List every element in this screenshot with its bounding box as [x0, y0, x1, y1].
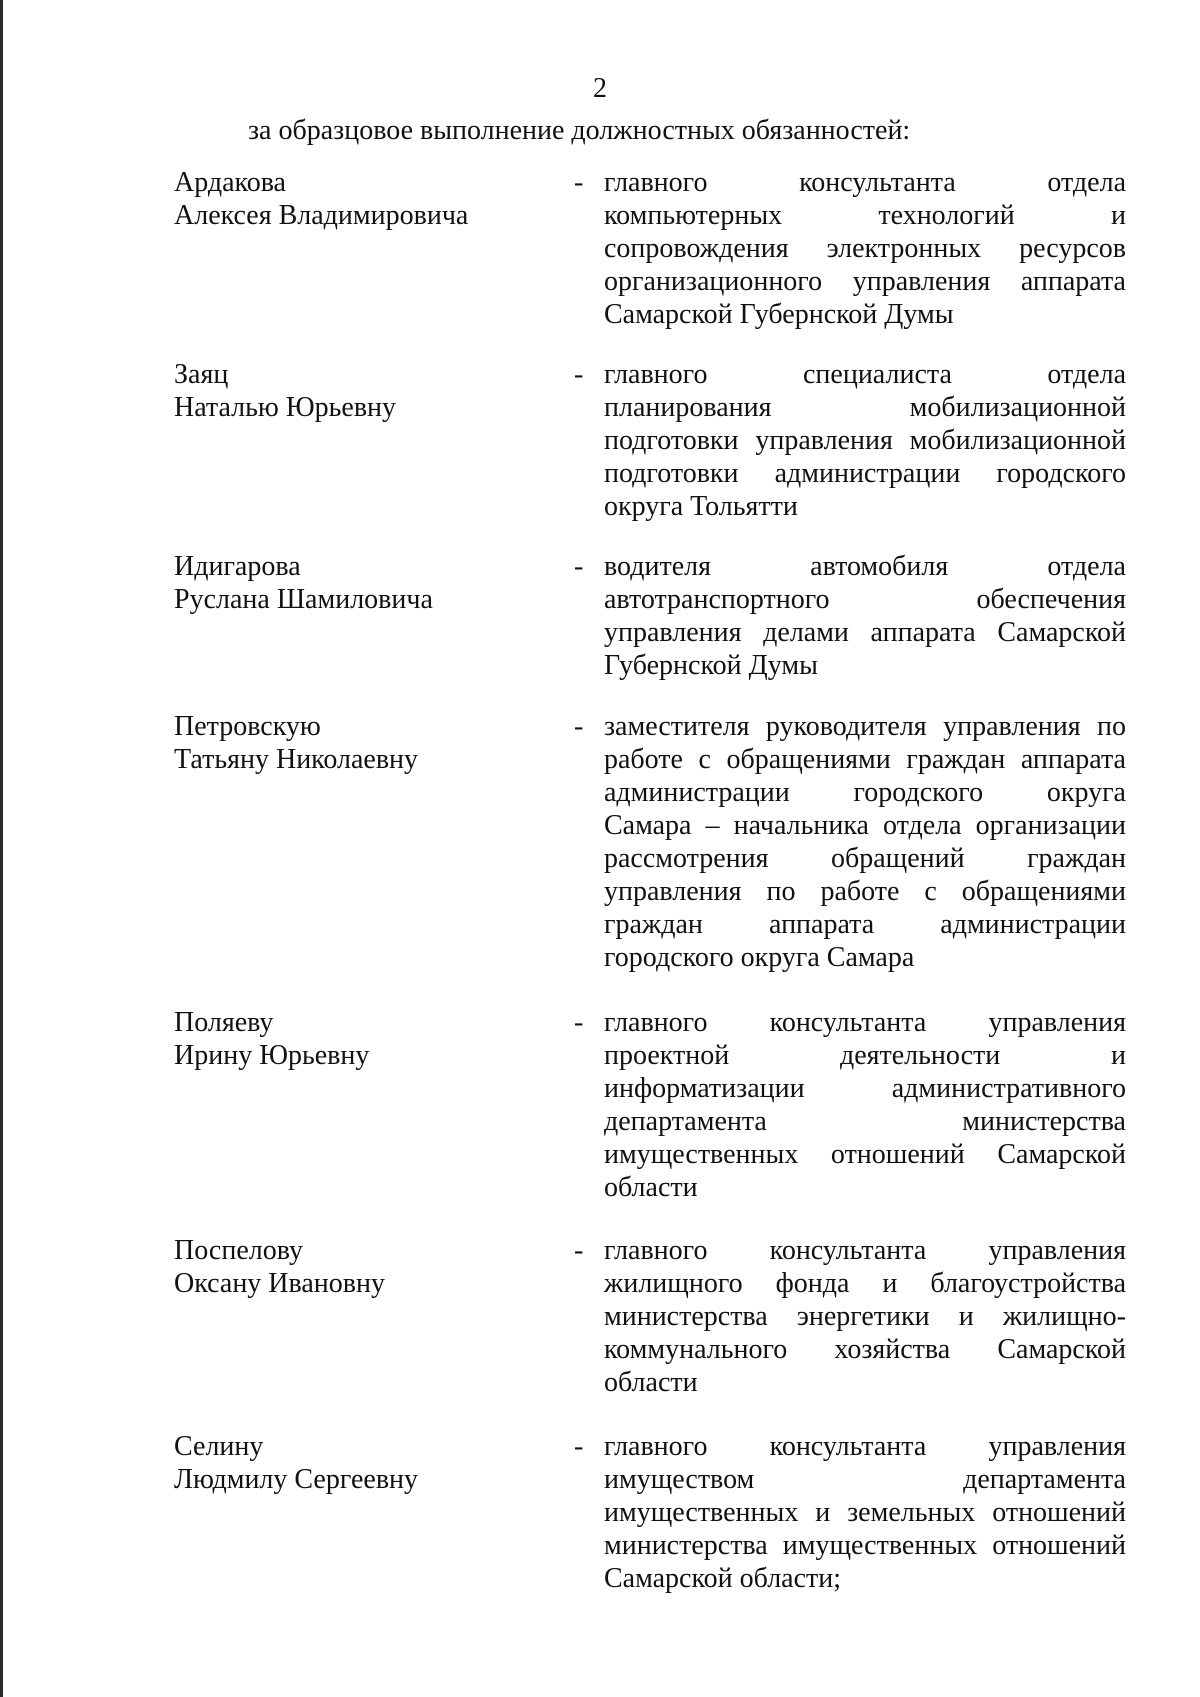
person-name	[174, 1006, 369, 1072]
position-line: области	[604, 1172, 698, 1203]
dash-separator: -	[574, 1007, 584, 1038]
position-line: планирования мобилизационной	[604, 392, 1126, 423]
position-description	[604, 710, 1126, 974]
dash-separator: -	[574, 711, 584, 742]
position-line: подготовки администрации городского	[604, 458, 1126, 489]
dash-separator: -	[574, 1431, 584, 1462]
position-description	[604, 1006, 1126, 1204]
person-name	[174, 358, 396, 424]
position-line: главного консультанта управления	[604, 1431, 1126, 1462]
position-line: имущественных отношений Самарской	[604, 1139, 1126, 1170]
person-name	[174, 1430, 418, 1496]
position-line: жилищного фонда и благоустройства	[604, 1268, 1126, 1299]
position-line: водителя автомобиля отдела	[604, 551, 1126, 582]
position-line: управления делами аппарата Самарской	[604, 617, 1126, 648]
person-surname: Идигарова	[174, 551, 301, 582]
person-name	[174, 550, 433, 616]
person-name	[174, 710, 418, 776]
position-line: имуществом департамента	[604, 1464, 1126, 1495]
person-given-names: Ирину Юрьевну	[174, 1040, 370, 1071]
dash-separator: -	[574, 167, 584, 198]
position-line: округа Тольятти	[604, 491, 798, 522]
position-line: администрации городского округа	[604, 777, 1126, 808]
page-number: 2	[593, 73, 607, 104]
position-line: имущественных и земельных отношений	[604, 1497, 1126, 1528]
person-given-names: Руслана Шамиловича	[174, 584, 433, 615]
dash-separator: -	[574, 359, 584, 390]
position-line: проектной деятельности и	[604, 1040, 1126, 1071]
position-line: городского округа Самара	[604, 942, 915, 973]
person-surname: Селину	[174, 1431, 264, 1462]
page-edge	[0, 0, 3, 1697]
position-line: работе с обращениями граждан аппарата	[604, 744, 1126, 775]
position-line: Самарской области;	[604, 1563, 842, 1594]
position-line: граждан аппарата администрации	[604, 909, 1126, 940]
person-given-names: Наталью Юрьевну	[174, 392, 397, 423]
dash-separator: -	[574, 551, 584, 582]
position-line: подготовки управления мобилизационной	[604, 425, 1126, 456]
position-line: организационного управления аппарата	[604, 266, 1126, 297]
position-description	[604, 166, 1126, 331]
position-line: главного консультанта управления	[604, 1007, 1126, 1038]
position-line: заместителя руководителя управления по	[604, 711, 1126, 742]
position-line: рассмотрения обращений граждан	[604, 843, 1126, 874]
person-name	[174, 1234, 385, 1300]
position-line: министерства имущественных отношений	[604, 1530, 1126, 1561]
position-description	[604, 1234, 1126, 1399]
person-surname: Петровскую	[174, 711, 321, 742]
dash-separator: -	[574, 1235, 584, 1266]
position-line: области	[604, 1367, 698, 1398]
person-given-names: Оксану Ивановну	[174, 1268, 385, 1299]
person-given-names: Людмилу Сергеевну	[174, 1464, 419, 1495]
position-line: департамента министерства	[604, 1106, 1126, 1137]
person-surname: Поляеву	[174, 1007, 274, 1038]
position-line: Самара – начальника отдела организации	[604, 810, 1126, 841]
award-heading: за образцовое выполнение должностных обязанностей:	[248, 115, 911, 146]
position-description	[604, 358, 1126, 523]
position-line: главного консультанта управления	[604, 1235, 1126, 1266]
position-line: автотранспортного обеспечения	[604, 584, 1126, 615]
position-line: министерства энергетики и жилищно-	[604, 1301, 1126, 1332]
position-line: сопровождения электронных ресурсов	[604, 233, 1126, 264]
position-line: компьютерных технологий и	[604, 200, 1126, 231]
position-line: коммунального хозяйства Самарской	[604, 1334, 1126, 1365]
position-line: Губернской Думы	[604, 650, 818, 681]
person-surname: Заяц	[174, 359, 229, 390]
position-description	[604, 550, 1126, 682]
position-line: Самарской Губернской Думы	[604, 299, 954, 330]
person-given-names: Алексея Владимировича	[174, 200, 469, 231]
person-given-names: Татьяну Николаевну	[174, 744, 419, 775]
person-name	[174, 166, 468, 232]
position-line: главного консультанта отдела	[604, 167, 1126, 198]
position-line: информатизации административного	[604, 1073, 1126, 1104]
position-line: главного специалиста отдела	[604, 359, 1126, 390]
person-surname: Поспелову	[174, 1235, 303, 1266]
person-surname: Ардакова	[174, 167, 286, 198]
position-line: управления по работе с обращениями	[604, 876, 1126, 907]
position-description	[604, 1430, 1126, 1595]
